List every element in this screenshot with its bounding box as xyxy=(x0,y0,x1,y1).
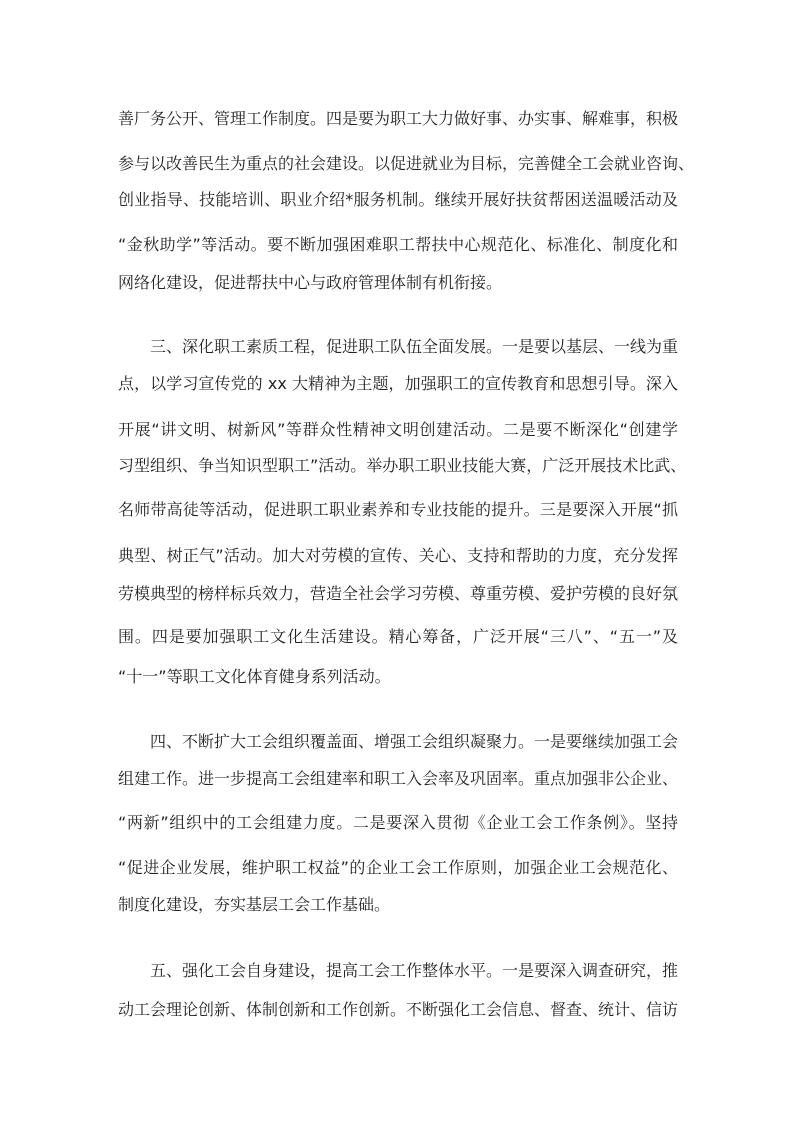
text-line: 点，以学习宣传党的 xx 大精神为主题，加强职工的宣传教育和思想引导。深入 xyxy=(118,374,678,393)
text-line: 名师带高徒等活动，促进职工职业素养和专业技能的提升。三是要深入开展“抓 xyxy=(118,500,678,519)
text-line: 动工会理论创新、体制创新和工作创新。不断强化工会信息、督查、统计、信访 xyxy=(118,1000,679,1019)
text-line: 习型组织、争当知识型职工”活动。举办职工职业技能大赛，广泛开展技术比武、 xyxy=(118,456,687,475)
text-line: “两新”组织中的工会组建力度。二是要深入贯彻《企业工会工作条例》。坚持 xyxy=(118,813,678,832)
text-line: 围。四是要加强职工文化生活建设。精心筹备，广泛开展“三八”、“五一”及 xyxy=(118,627,678,646)
text-line: 网络化建设，促进帮扶中心与政府管理体制有机衔接。 xyxy=(118,273,503,292)
text-line: 制度化建设，夯实基层工会工作基础。 xyxy=(118,895,391,914)
text-line: 开展“讲文明、树新风”等群众性精神文明创建活动。二是要不断深化“创建学 xyxy=(118,420,678,439)
text-line: 组建工作。进一步提高工会组建率和职工入会率及巩固率。重点加强非公企业、 xyxy=(118,769,679,788)
text-line: 善厂务公开、管理工作制度。四是要为职工大力做好事、办实事、解难事，积极 xyxy=(118,109,679,128)
text-line: 参与以改善民生为重点的社会建设。以促进就业为目标，完善健全工会就业咨询、 xyxy=(118,154,695,173)
text-line: 四、不断扩大工会组织覆盖面、增强工会组织凝聚力。一是要继续加强工会 xyxy=(150,732,679,751)
text-line: 创业指导、技能培训、职业介绍*服务机制。继续开展好扶贫帮困送温暖活动及 xyxy=(118,190,678,209)
text-line: 五、强化工会自身建设，提高工会工作整体水平。一是要深入调查研究，推 xyxy=(150,961,679,980)
text-line: “促进企业发展，维护职工权益”的企业工会工作原则，加强企业工会规范化、 xyxy=(118,858,678,877)
text-line: “金秋助学”等活动。要不断加强困难职工帮扶中心规范化、标准化、制度化和 xyxy=(118,235,678,254)
text-line: “十一”等职工文化体育健身系列活动。 xyxy=(118,667,391,686)
text-line: 典型、树正气”活动。加大对劳模的宣传、关心、支持和帮助的力度，充分发挥 xyxy=(118,546,678,565)
text-line: 三、深化职工素质工程，促进职工队伍全面发展。一是要以基层、一线为重 xyxy=(150,337,679,356)
text-line: 劳模典型的榜样标兵效力，营造全社会学习劳模、尊重劳模、爱护劳模的良好氛 xyxy=(118,584,679,603)
